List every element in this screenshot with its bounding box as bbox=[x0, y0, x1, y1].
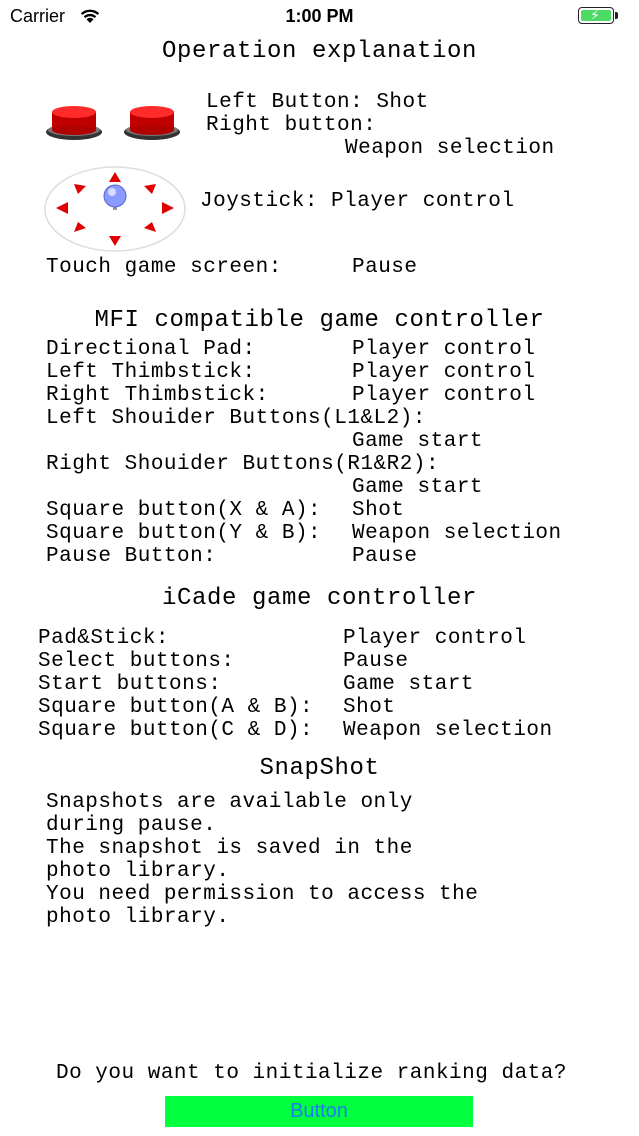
icade-heading: iCade game controller bbox=[161, 585, 478, 612]
mfi-row-value: Player control bbox=[352, 384, 536, 407]
arcade-button-icon bbox=[44, 104, 184, 142]
icade-row-label: Square button(C & D): bbox=[38, 719, 314, 742]
icade-row-value: Shot bbox=[343, 696, 396, 719]
icade-row-label: Start buttons: bbox=[38, 673, 222, 696]
mfi-heading: MFI compatible game controller bbox=[94, 307, 545, 334]
carrier-label: Carrier bbox=[10, 6, 66, 26]
mfi-row-label: Square button(Y & B): bbox=[46, 522, 322, 545]
joystick-icon bbox=[44, 166, 186, 252]
mfi-row-label: Left Thimbstick: bbox=[46, 361, 256, 384]
mfi-row-value: Pause bbox=[352, 545, 418, 568]
mfi-row-label: Pause Button: bbox=[46, 545, 217, 568]
mfi-row-value: Shot bbox=[352, 499, 405, 522]
icade-row-label: Square button(A & B): bbox=[38, 696, 314, 719]
mfi-row-label: Directional Pad: bbox=[46, 338, 256, 361]
mfi-row-value: Weapon selection bbox=[352, 522, 562, 545]
touch-value: Pause bbox=[352, 256, 418, 279]
icade-row-label: Pad&Stick: bbox=[38, 627, 170, 650]
icade-row-label: Select buttons: bbox=[38, 650, 235, 673]
weapon-selection-line: Weapon selection bbox=[345, 137, 555, 160]
initialize-ranking-button[interactable]: Button bbox=[165, 1096, 473, 1127]
snapshot-line: Snapshots are available only bbox=[46, 791, 413, 814]
snapshot-line: photo library. bbox=[46, 906, 230, 929]
right-button-line: Right button: bbox=[206, 114, 377, 137]
touch-label: Touch game screen: bbox=[46, 256, 282, 279]
icade-row-value: Game start bbox=[343, 673, 475, 696]
snapshot-line: The snapshot is saved in the bbox=[46, 837, 413, 860]
snapshot-line: photo library. bbox=[46, 860, 230, 883]
icade-row-value: Weapon selection bbox=[343, 719, 553, 742]
mfi-row-label: Right Shouider Buttons(R1&R2): bbox=[46, 453, 440, 476]
status-bar bbox=[0, 0, 639, 34]
mfi-row-value: Player control bbox=[352, 338, 536, 361]
mfi-row-label: Square button(X & A): bbox=[46, 499, 322, 522]
mfi-row-value: Game start bbox=[352, 430, 484, 453]
snapshot-line: during pause. bbox=[46, 814, 217, 837]
icade-row-value: Pause bbox=[343, 650, 409, 673]
icade-row-value: Player control bbox=[343, 627, 527, 650]
page-title: Operation explanation bbox=[161, 38, 478, 65]
joystick-label: Joystick: Player control bbox=[200, 190, 515, 213]
battery-tip bbox=[615, 12, 618, 19]
ranking-question: Do you want to initialize ranking data? bbox=[56, 1062, 567, 1085]
snapshot-line: You need permission to access the bbox=[46, 883, 479, 906]
mfi-row-label: Right Thimbstick: bbox=[46, 384, 269, 407]
snapshot-heading: SnapShot bbox=[259, 755, 380, 782]
mfi-row-value: Player control bbox=[352, 361, 536, 384]
battery-icon: ⚡ bbox=[578, 7, 614, 24]
mfi-row-value: Game start bbox=[352, 476, 484, 499]
left-button-line: Left Button: Shot bbox=[206, 91, 429, 114]
status-time: 1:00 PM bbox=[285, 6, 354, 26]
mfi-row-label: Left Shouider Buttons(L1&L2): bbox=[46, 407, 426, 430]
